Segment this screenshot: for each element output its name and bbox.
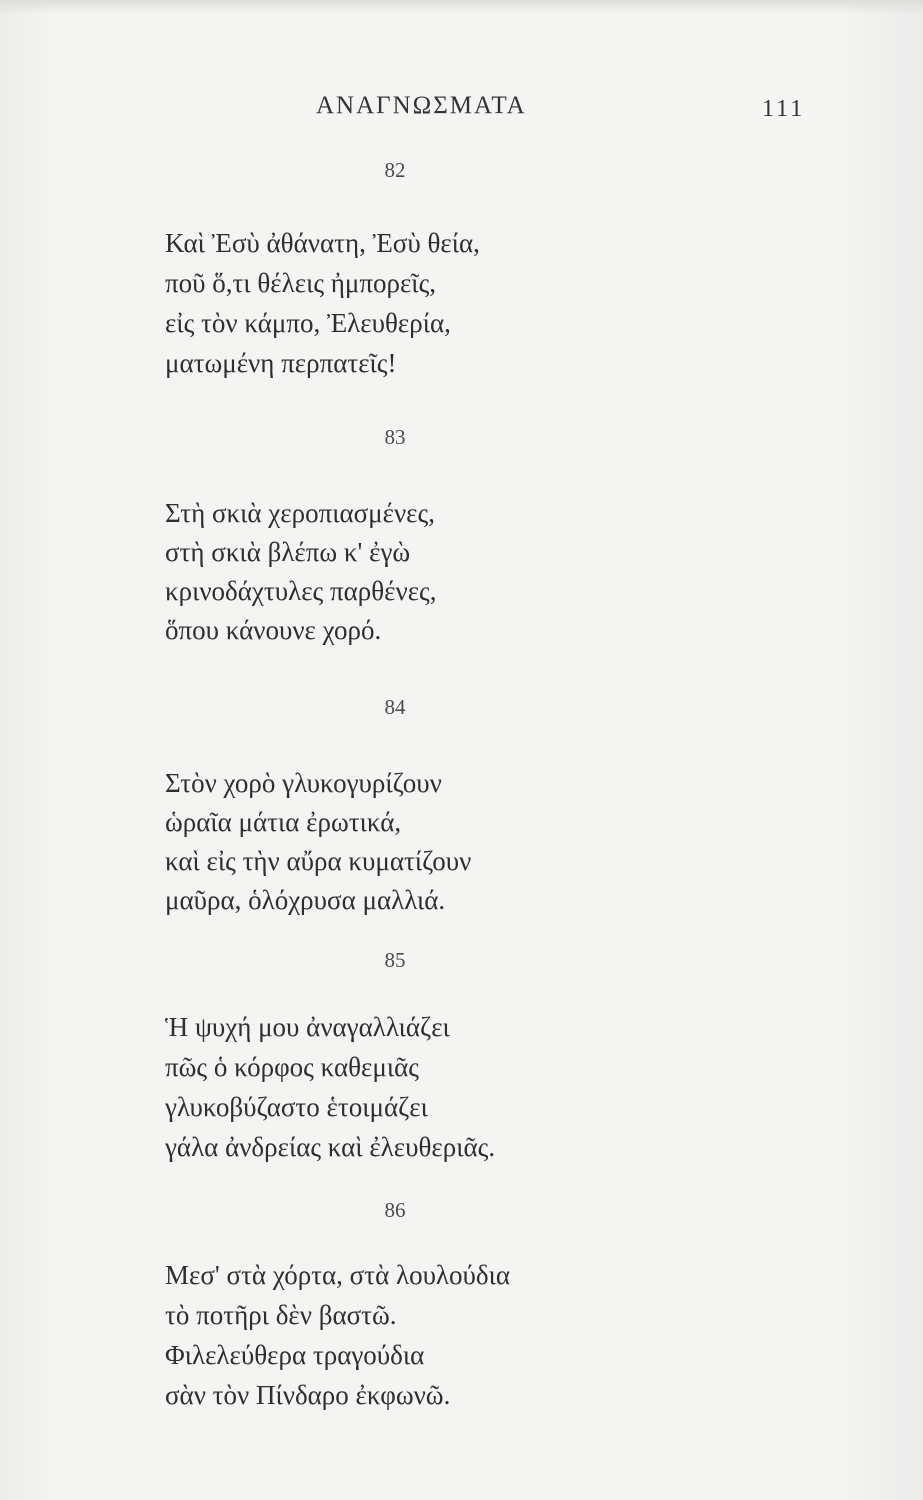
verse-line: μαῦρα, ὁλόχρυσα μαλλιά.	[165, 885, 446, 915]
running-title: ΑΝΑΓΝΩΣΜΑΤΑ	[316, 92, 527, 119]
page-top-edge	[0, 0, 923, 14]
verse-line: σὰν τὸν Πίνδαρο ἐκφωνῶ.	[165, 1380, 451, 1410]
stanza-number: 85	[384, 948, 406, 972]
verse-line: Καὶ Ἐσὺ ἀθάνατη, Ἐσὺ θεία,	[165, 228, 480, 258]
verse-line: κρινοδάχτυλες παρθένες,	[165, 576, 437, 606]
verse-line: καὶ εἰς τὴν αὔρα κυματίζουν	[165, 846, 472, 876]
verse-line: γάλα ἀνδρείας καὶ ἐλευθεριᾶς.	[165, 1132, 496, 1162]
running-head	[0, 92, 923, 132]
stanza-number: 83	[384, 425, 406, 449]
verse-line: ὅπου κάνουνε χορό.	[165, 615, 382, 645]
verse-line: Ἡ ψυχή μου ἀναγαλλιάζει	[165, 1012, 450, 1042]
verse-line: Μεσ' στὰ χόρτα, στὰ λουλούδια	[165, 1260, 511, 1290]
stanza-number: 82	[384, 158, 406, 182]
verse-line: Στὴ σκιὰ χεροπιασμένες,	[165, 498, 435, 528]
verse-line: Φιλελεύθερα τραγούδια	[165, 1340, 425, 1370]
verse-line: ποῦ ὅ,τι θέλεις ἠμπορεῖς,	[165, 268, 437, 298]
verse-line: πῶς ὁ κόρφος καθεμιᾶς	[165, 1052, 419, 1082]
verse-line: στὴ σκιὰ βλέπω κ' ἐγὼ	[165, 537, 411, 567]
verse-line: τὸ ποτῆρι δὲν βαστῶ.	[165, 1300, 397, 1330]
verse-line: ὡραῖα μάτια ἐρωτικά,	[165, 807, 402, 837]
verse-line: εἰς τὸν κάμπο, Ἐλευθερία,	[165, 308, 451, 338]
verse-line: ματωμένη περπατεῖς!	[165, 348, 397, 378]
stanza-number: 84	[384, 695, 406, 719]
stanza-number: 86	[384, 1198, 406, 1222]
verse-line: γλυκοβύζαστο ἑτοιμάζει	[165, 1092, 428, 1122]
verse-line: Στὸν χορὸ γλυκογυρίζουν	[165, 768, 442, 798]
page-number: 111	[762, 96, 806, 122]
